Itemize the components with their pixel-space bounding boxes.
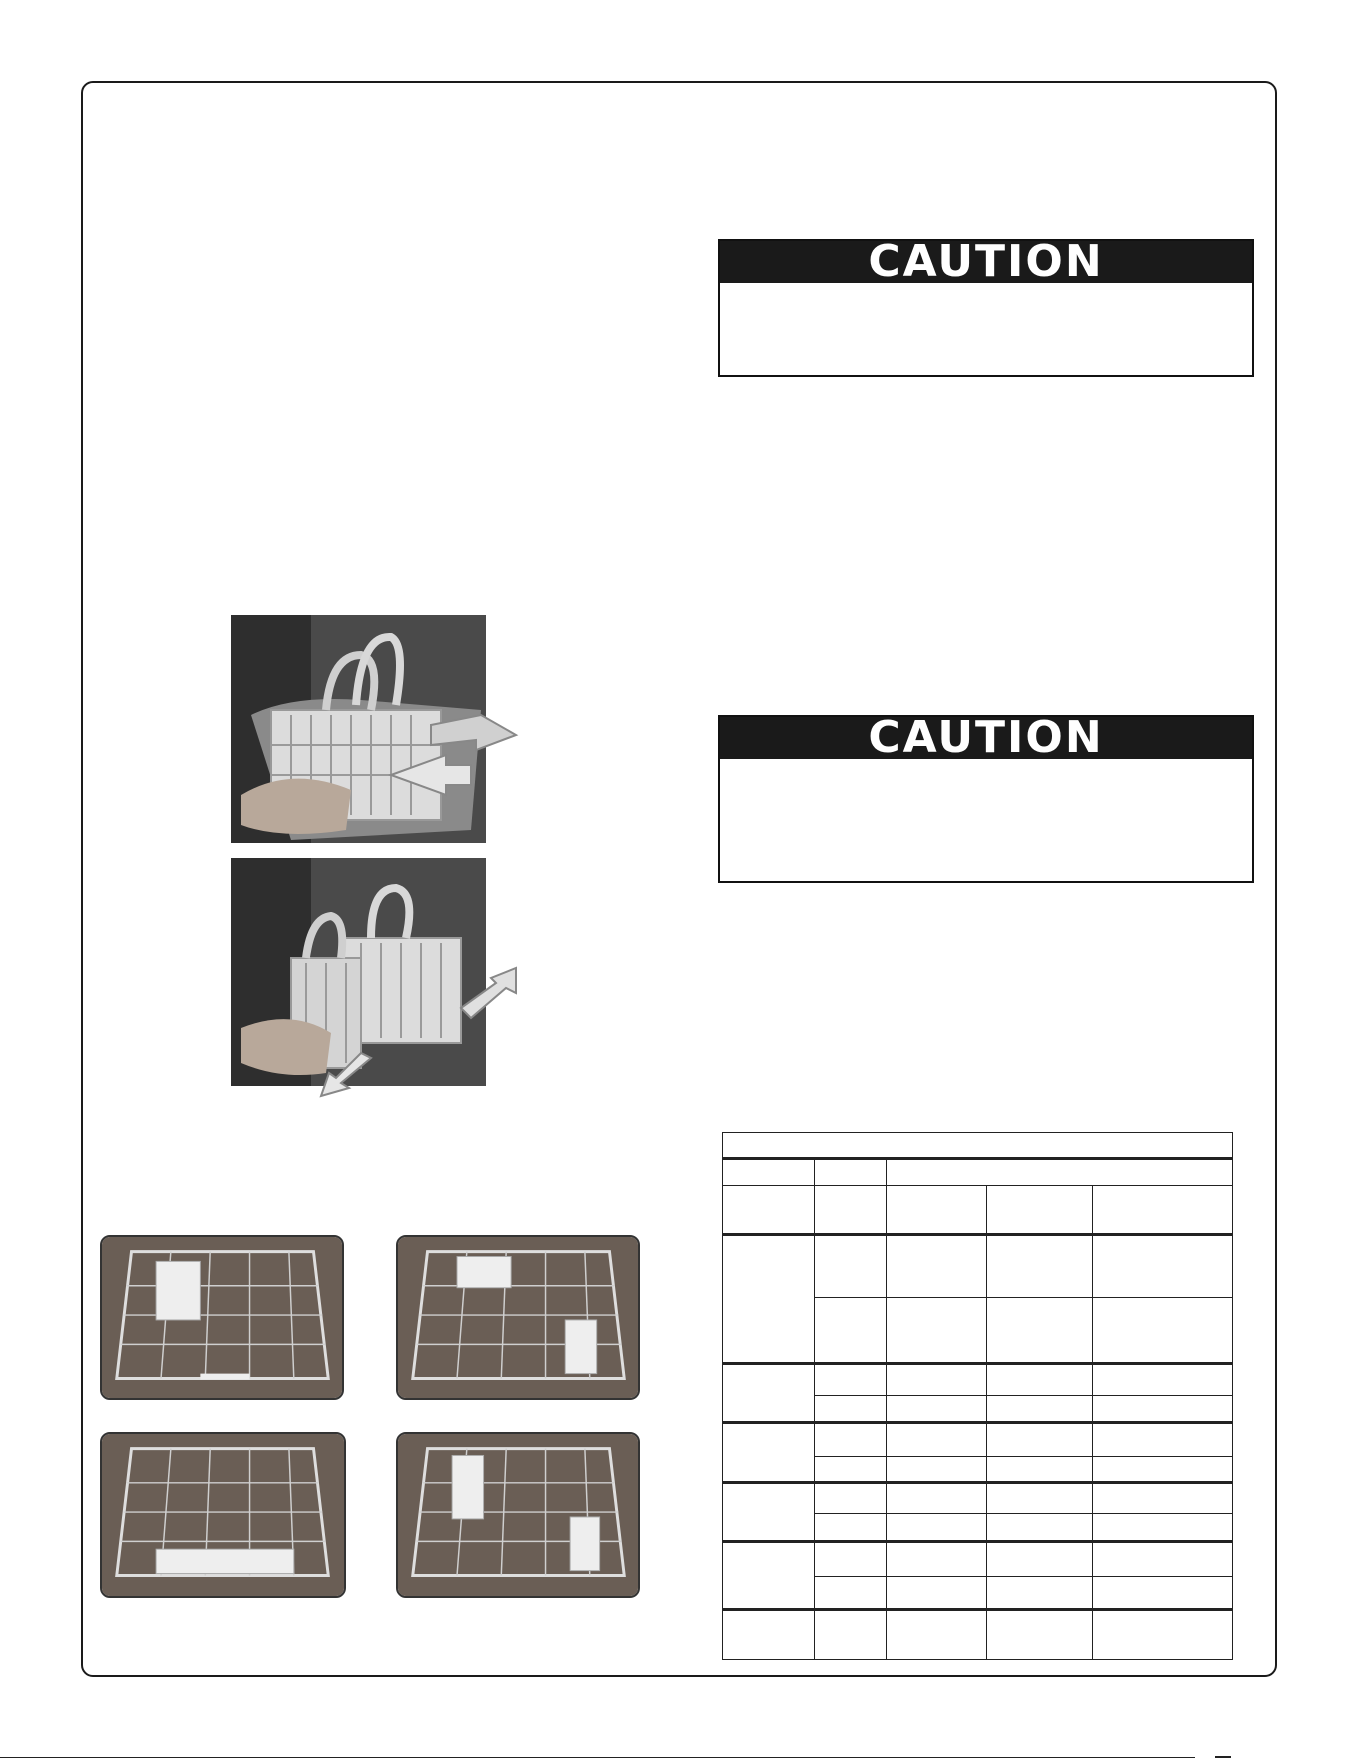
table-cell xyxy=(987,1186,1093,1235)
table-cell xyxy=(987,1456,1093,1483)
table-cell xyxy=(1093,1609,1233,1659)
table-cell xyxy=(1093,1396,1233,1423)
table-cell xyxy=(887,1298,987,1363)
table-cell xyxy=(1093,1483,1233,1514)
table-cell xyxy=(1093,1456,1233,1483)
table-header-cell xyxy=(815,1158,887,1186)
footer-mark xyxy=(1215,1756,1231,1758)
table-cell xyxy=(815,1513,887,1542)
table-cell xyxy=(887,1577,987,1610)
table-cell xyxy=(815,1542,887,1577)
table-cell xyxy=(815,1456,887,1483)
caution-box-2 xyxy=(718,712,1254,883)
table-cell xyxy=(987,1396,1093,1423)
table-cell xyxy=(815,1298,887,1363)
lower-rack-basket-sides-photo xyxy=(396,1432,640,1598)
table-cell xyxy=(987,1513,1093,1542)
table-cell xyxy=(887,1186,987,1235)
table-cell xyxy=(1093,1186,1233,1235)
table-title-cell xyxy=(723,1133,1233,1159)
table-cell xyxy=(1093,1577,1233,1610)
table-cell xyxy=(887,1542,987,1577)
table-cell xyxy=(987,1577,1093,1610)
caution-box-1 xyxy=(718,236,1254,377)
table-cell xyxy=(723,1542,815,1609)
table-cell xyxy=(723,1423,815,1483)
table-header-cell xyxy=(887,1158,1233,1186)
table-cell xyxy=(887,1363,987,1396)
cutlery-basket-join-photo xyxy=(231,858,531,1098)
table-cell xyxy=(1093,1423,1233,1457)
table-cell xyxy=(887,1609,987,1659)
table-cell xyxy=(887,1423,987,1457)
table-cell xyxy=(987,1609,1093,1659)
table-cell xyxy=(815,1609,887,1659)
table-header-cell xyxy=(723,1158,815,1186)
table-cell xyxy=(887,1513,987,1542)
table-cell xyxy=(1093,1298,1233,1363)
table-cell xyxy=(723,1363,815,1422)
table-cell xyxy=(1093,1235,1233,1298)
table-cell xyxy=(815,1423,887,1457)
lower-rack-basket-left-photo xyxy=(100,1235,344,1400)
table-cell xyxy=(887,1235,987,1298)
table-cell xyxy=(1093,1542,1233,1577)
table-cell xyxy=(815,1235,887,1298)
table-cell xyxy=(987,1235,1093,1298)
table-cell xyxy=(815,1186,887,1235)
table-cell xyxy=(1093,1363,1233,1396)
table-cell xyxy=(987,1298,1093,1363)
table-cell xyxy=(987,1542,1093,1577)
table-cell xyxy=(815,1363,887,1396)
table-cell xyxy=(887,1483,987,1514)
table-cell xyxy=(815,1483,887,1514)
cutlery-basket-separate-photo xyxy=(231,615,531,845)
lower-rack-basket-split-photo xyxy=(396,1235,640,1400)
caution-title: CAUTION xyxy=(720,241,1252,283)
table-cell xyxy=(987,1423,1093,1457)
table-cell xyxy=(815,1396,887,1423)
table-cell xyxy=(987,1363,1093,1396)
table-cell xyxy=(723,1609,815,1659)
spec-table xyxy=(722,1132,1233,1660)
caution-title: CAUTION xyxy=(720,717,1252,759)
table-cell xyxy=(723,1235,815,1364)
table-cell xyxy=(723,1186,815,1235)
table-cell xyxy=(815,1577,887,1610)
table-cell xyxy=(723,1483,815,1542)
table-cell xyxy=(987,1483,1093,1514)
footer-rule xyxy=(0,1757,1195,1758)
table-cell xyxy=(887,1396,987,1423)
table-cell xyxy=(1093,1513,1233,1542)
lower-rack-basket-front-photo xyxy=(100,1432,346,1598)
table-cell xyxy=(887,1456,987,1483)
